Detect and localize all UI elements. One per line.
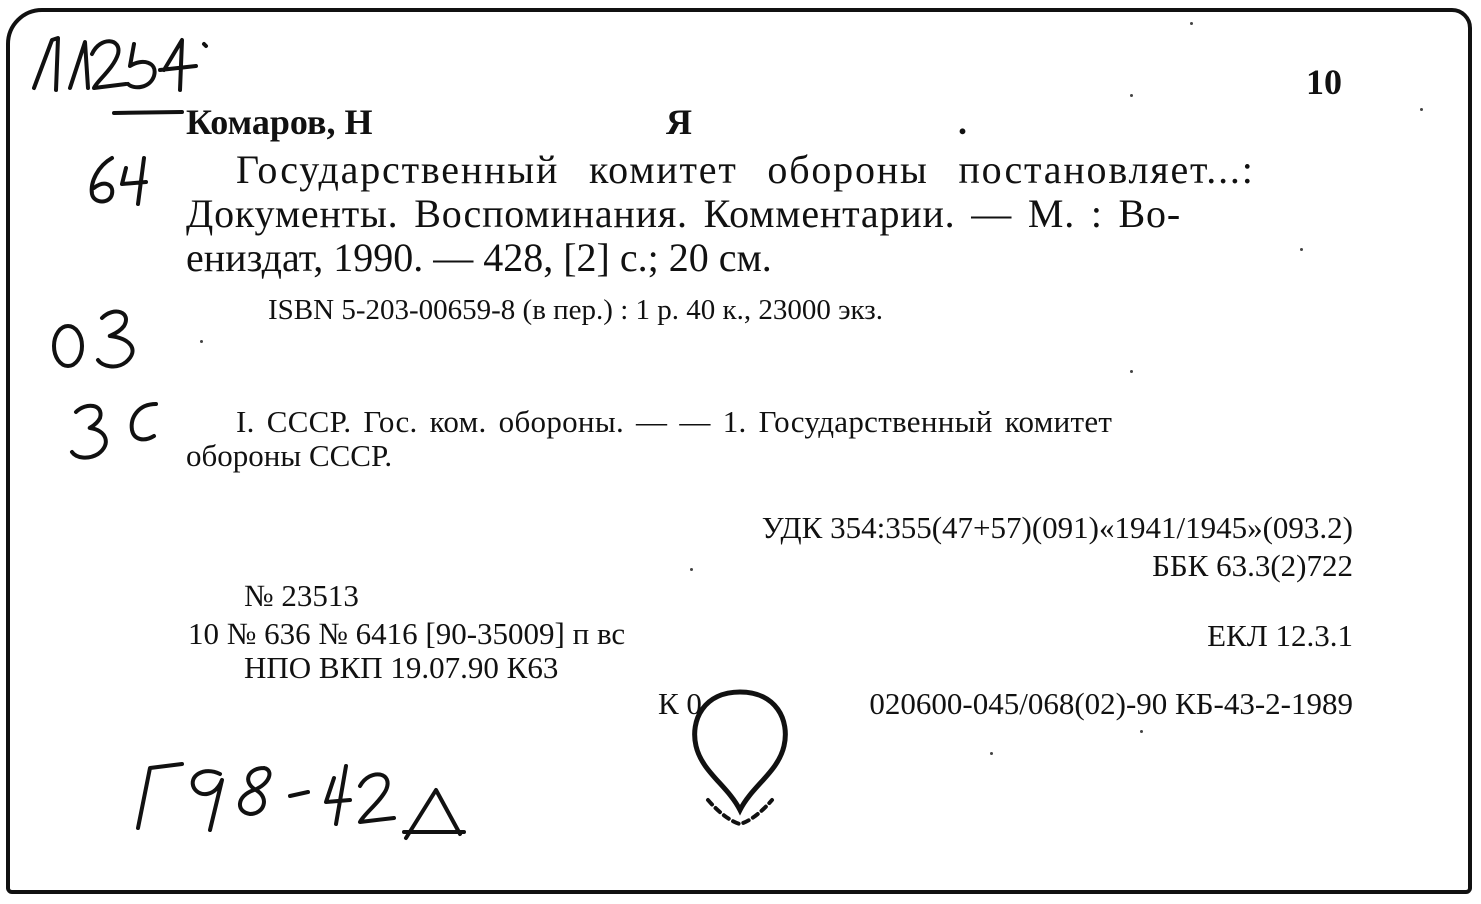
- speck: [1420, 108, 1423, 111]
- speck: [200, 340, 203, 343]
- punch-hole: [686, 686, 796, 836]
- speck: [1300, 248, 1303, 251]
- isbn-line: ISBN 5-203-00659-8 (в пер.) : 1 р. 40 к., 23000 экз.: [268, 294, 883, 326]
- handwritten-footer-mark: [124, 748, 484, 848]
- book-description-line2: Документы. Воспоминания. Комментарии. — М. : Во-: [186, 191, 1181, 236]
- subject-line1: I. СССР. Гос. ком. обороны. — — 1. Государственный комитет: [236, 404, 1113, 439]
- author-initial: Я: [666, 102, 692, 142]
- k-index-line: 020600-045/068(02)-90 КБ-43-2-1989: [869, 686, 1353, 721]
- book-title-line: Государственный комитет обороны постановляет...:: [236, 147, 1255, 192]
- book-description-line3: ениздат, 1990. — 428, [2] с.; 20 см.: [186, 235, 772, 280]
- speck: [1130, 94, 1133, 97]
- speck: [1130, 370, 1133, 373]
- bbk-code: ББК 63.3(2)722: [1152, 548, 1353, 583]
- npo-line: НПО ВКП 19.07.90 К63: [244, 650, 559, 685]
- udk-code: УДК 354:355(47+57)(091)«1941/1945»(093.2): [761, 510, 1353, 545]
- subject-line2: обороны СССР.: [186, 438, 393, 473]
- call-number-handwritten: [30, 30, 210, 100]
- call-number-dash: [112, 108, 184, 118]
- speck: [690, 568, 693, 571]
- speck: [990, 752, 993, 755]
- author-surname: Комаров, Н: [186, 102, 373, 142]
- ekl-code: ЕКЛ 12.3.1: [1207, 618, 1353, 653]
- card-number: 10: [1306, 62, 1342, 102]
- order-number: № 23513: [244, 578, 359, 613]
- call-number-bottom-handwritten: [86, 152, 156, 208]
- speck: [1140, 730, 1143, 733]
- handwritten-mark-03: [50, 302, 160, 374]
- k-prefix: К 0: [658, 686, 702, 721]
- author-dot: .: [958, 102, 967, 142]
- print-line: 10 № 636 № 6416 [90-35009] п вс: [188, 616, 626, 651]
- handwritten-mark-3c: [68, 396, 178, 466]
- speck: [1190, 22, 1193, 25]
